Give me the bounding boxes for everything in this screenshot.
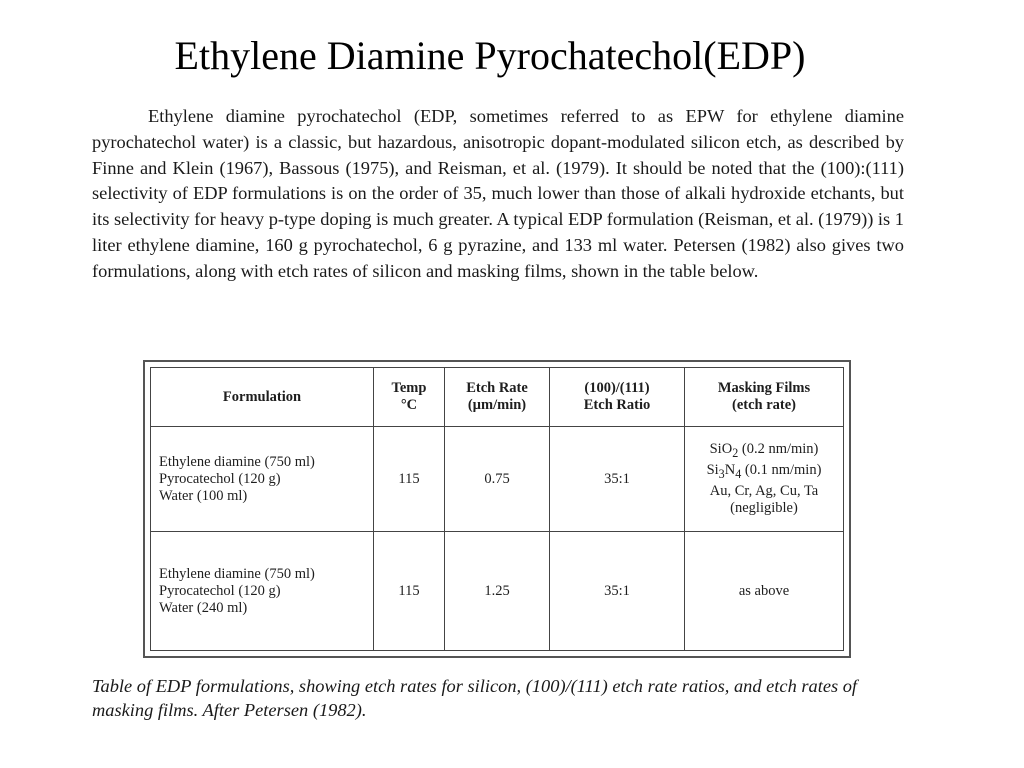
cell-etch-ratio: 35:1 [550, 532, 685, 651]
cell-formulation: Ethylene diamine (750 ml) Pyrocatechol (120 g) Water (240 ml) [151, 532, 374, 651]
mask-metals-rate: (negligible) [730, 499, 798, 516]
table-header-row [151, 368, 844, 427]
cell-etch-rate: 1.25 [445, 532, 550, 651]
cell-etch-ratio: 35:1 [550, 427, 685, 532]
body-text: Ethylene diamine pyrochatechol (EDP, sometimes referred to as EPW for ethylene diamine pyrochatechol water) is a classic, but hazardous, anisotropic dopant-modulated silicon etch, as described by Finne and Klein (1967), Bassous (1975), and Reisman, et al. (1979). It should be noted that the (100):(111) selectivity of EDP formulations is on the order of 35, much lower than those of alkali hydroxide etchants, but its selectivity for heavy p-type doping is much greater. A typical EDP formulation (Reisman, et al. (1979)) is 1 liter ethylene diamine, 160 g pyrochatechol, 6 g pyrazine, and 133 ml water. Petersen (1982) also gives two formulations, along with etch rates of silicon and masking films, shown in the table below. [92, 106, 904, 281]
slide-title: Ethylene Diamine Pyrochatechol(EDP) [174, 33, 806, 78]
table-frame [143, 360, 851, 658]
header-temp: Temp °C [374, 368, 445, 427]
header-etch-ratio: (100)/(111) Etch Ratio [550, 368, 685, 427]
cell-temp: 115 [374, 427, 445, 532]
cell-etch-rate: 0.75 [445, 427, 550, 532]
body-paragraph [92, 104, 904, 285]
cell-temp: 115 [374, 532, 445, 651]
header-masking-films: Masking Films (etch rate) [685, 368, 844, 427]
mask-metals: Au, Cr, Ag, Cu, Ta [709, 482, 819, 499]
cell-formulation: Ethylene diamine (750 ml) Pyrocatechol (120 g) Water (100 ml) [151, 427, 374, 532]
edp-formulation-table [150, 367, 844, 651]
header-formulation: Formulation [151, 368, 374, 427]
table-caption: Table of EDP formulations, showing etch rates for silicon, (100)/(111) etch rate ratios, and etch rates of masking films. After Petersen (1982). [92, 676, 858, 720]
header-etch-rate: Etch Rate (µm/min) [445, 368, 550, 427]
table-row [151, 427, 844, 532]
table-row [151, 532, 844, 651]
mask-sio2: SiO$_2$ (0.2 nm/min) [709, 441, 819, 460]
cell-masking-films: as above [685, 532, 844, 651]
mask-si3n4: $Si_3N_4$ (0.1 nm/min) [706, 462, 822, 481]
cell-masking-films [685, 427, 844, 532]
